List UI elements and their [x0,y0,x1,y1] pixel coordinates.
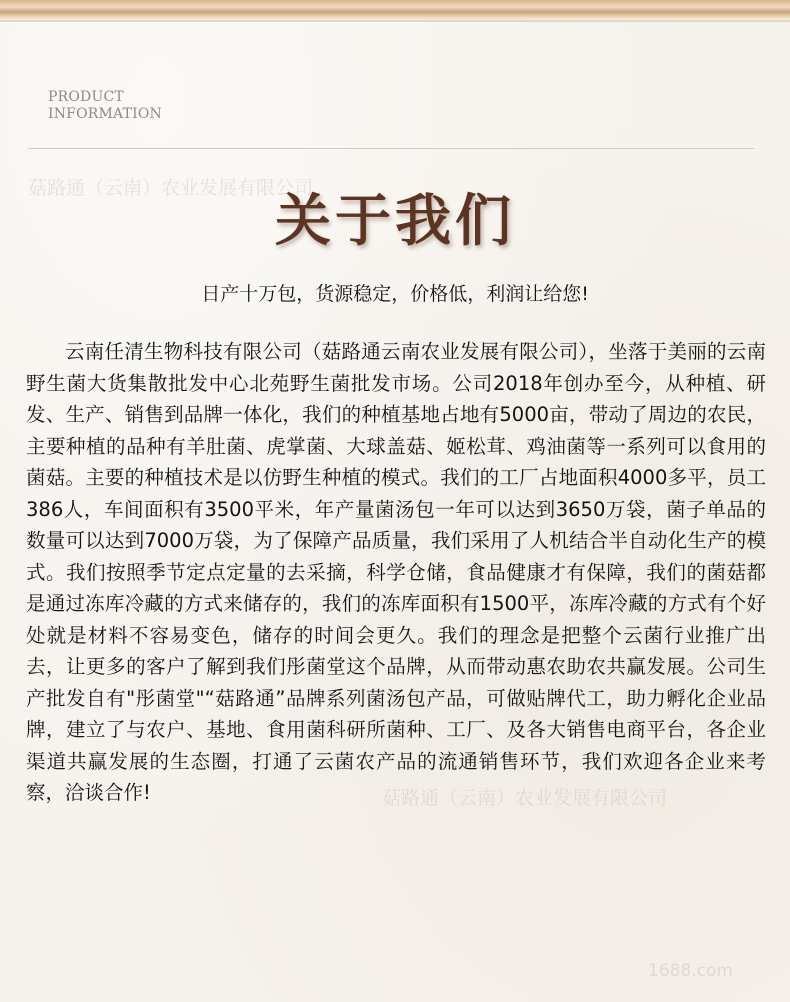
watermark-top: 菇路通（云南）农业发展有限公司 [28,177,314,199]
company-description: 云南任清生物科技有限公司（菇路通云南农业发展有限公司），坐落于美丽的云南野生菌大货集散批发中心北苑野生菌批发市场。公司2018年创办至今，从种植、研发、生产、销售到品牌一体化，我们的种植基地占地有5000亩，带动了周边的农民，主要种植的品种有羊肚菌、虎掌菌、大球盖菇、姬松茸、鸡油菌等一系列可以食用的菌菇。主要的种植技术是以仿野生种植的模式。我们的工厂占地面积4000多平，员工386人，车间面积有3500平米，年产量菌汤包一年可以达到3650万袋，菌子单品的数量可以达到7000万袋，为了保障产品质量，我们采用了人机结合半自动化生产的模式。我们按照季节定点定量的去采摘，科学仓储，食品健康才有保障，我们的菌菇都是通过冻库冷藏的方式来储存的，我们的冻库面积有1500平，冻库冷藏的方式有个好处就是材料不容易变色，储存的时间会更久。我们的理念是把整个云菌行业推广出去，让更多的客户了解到我们彤菌堂这个品牌，从而带动惠农助农共赢发展。公司生产批发自有"彤菌堂"“菇路通”品牌系列菌汤包产品，可做贴牌代工，助力孵化企业品牌，建立了与农户、基地、食用菌科研所菌种、工厂、及各大销售电商平台，各企业渠道共赢发展的生态圈，打通了云菌农产品的流通销售环节，我们欢迎各企业来考察，洽谈合作! [26,340,766,804]
product-info-line-2: INFORMATION [48,106,162,122]
top-decorative-band [0,0,790,20]
header-divider [28,148,754,149]
page-title: 关于我们 [275,188,515,254]
product-information-label [48,89,162,123]
watermark-bottom: 1688.com [648,961,733,981]
page-subtitle: 日产十万包，货源稳定，价格低，利润让给您! [201,283,589,305]
top-band-divider [0,20,790,22]
watermark-middle: 菇路通（云南）农业发展有限公司 [382,787,668,809]
product-info-line-1: PRODUCT [48,89,124,105]
